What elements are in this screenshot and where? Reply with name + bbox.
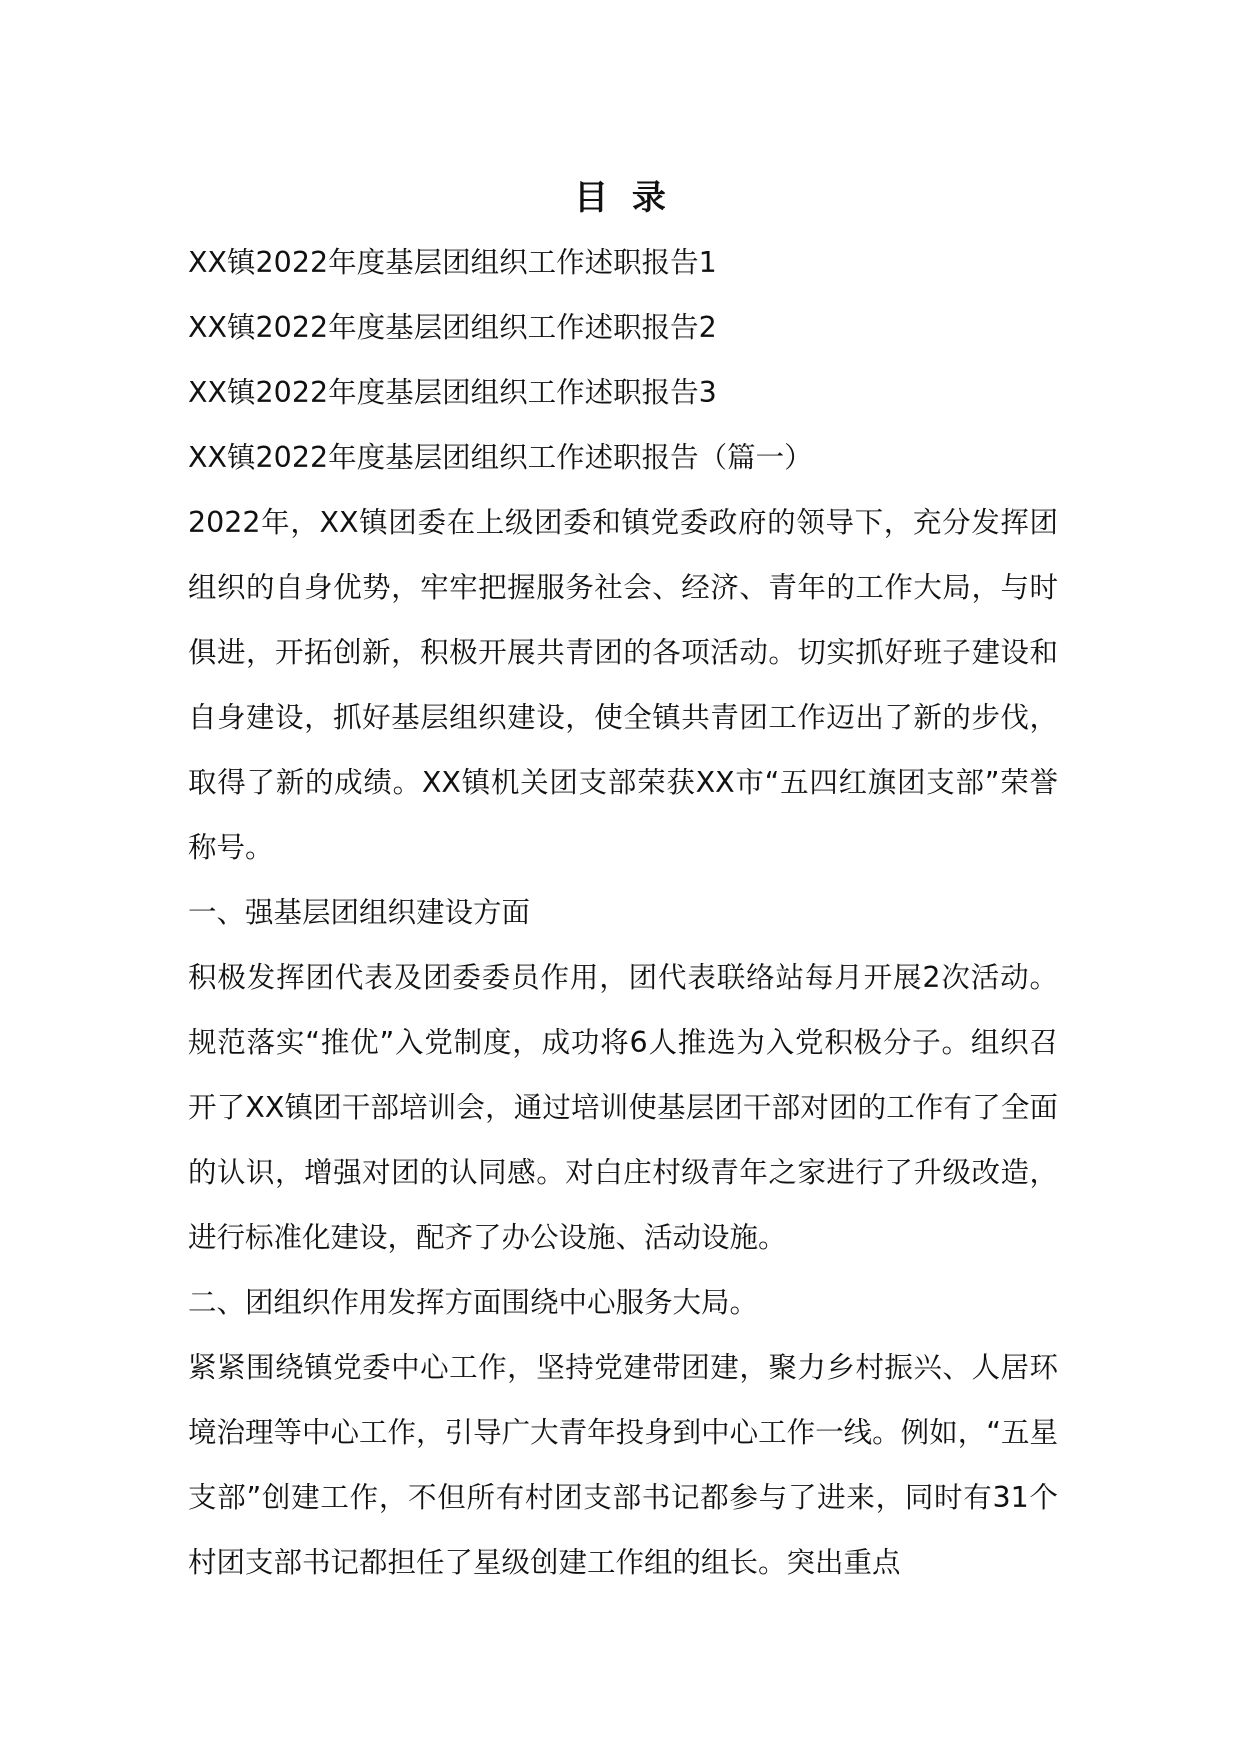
intro-paragraph: 2022年，XX镇团委在上级团委和镇党委政府的领导下，充分发挥团组织的自身优势，牢牢把握服务社会、经济、青年的工作大局，与时俱进，开拓创新，积极开展共青团的各项活动。切实抓好班子建设和自身建设，抓好基层组织建设，使全镇共青团工作迈出了新的步伐，取得了新的成绩。XX镇机关团支部荣获XX市“五四红旗团支部”荣誉称号。	[188, 506, 1058, 864]
article-title: XX镇2022年度基层团组织工作述职报告（篇一）	[188, 441, 813, 474]
toc-entry-2[interactable]: XX镇2022年度基层团组织工作述职报告2	[188, 311, 717, 344]
toc-entry-1[interactable]: XX镇2022年度基层团组织工作述职报告1	[188, 246, 717, 279]
table-of-contents	[188, 230, 1058, 425]
document-page	[188, 168, 1058, 1595]
section-2-paragraph: 紧紧围绕镇党委中心工作，坚持党建带团建，聚力乡村振兴、人居环境治理等中心工作，引导广大青年投身到中心工作一线。例如，“五星支部”创建工作，不但所有村团支部书记都参与了进来，同时有31个村团支部书记都担任了星级创建工作组的组长。突出重点	[188, 1351, 1058, 1579]
section-1-paragraph: 积极发挥团代表及团委委员作用，团代表联络站每月开展2次活动。规范落实“推优”入党制度，成功将6人推选为入党积极分子。组织召开了XX镇团干部培训会，通过培训使基层团干部对团的工作有了全面的认识，增强对团的认同感。对白庄村级青年之家进行了升级改造，进行标准化建设，配齐了办公设施、活动设施。	[188, 961, 1058, 1254]
section-2-heading: 二、团组织作用发挥方面围绕中心服务大局。	[188, 1286, 759, 1319]
toc-title: 目 录	[574, 178, 672, 218]
section-1-heading: 一、强基层团组织建设方面	[188, 896, 531, 929]
article	[188, 425, 1058, 1595]
toc-entry-3[interactable]: XX镇2022年度基层团组织工作述职报告3	[188, 376, 717, 409]
